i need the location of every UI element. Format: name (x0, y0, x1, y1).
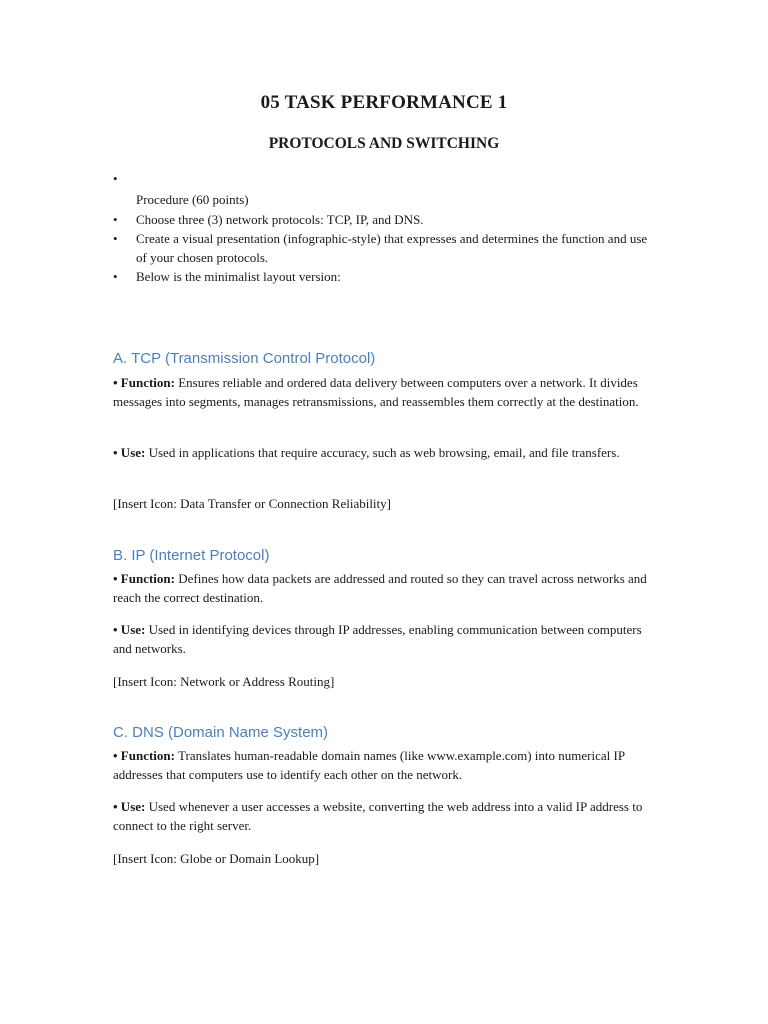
section-heading-dns: C. DNS (Domain Name System) (113, 724, 329, 741)
function-label: • Function: (113, 571, 175, 586)
bullet-icon: • (113, 171, 118, 186)
function-label: • Function: (113, 375, 175, 390)
instructions-list (113, 170, 653, 288)
list-item (113, 230, 653, 267)
bullet-icon: • (113, 231, 118, 246)
document-title: 05 TASK PERFORMANCE 1 (260, 92, 508, 113)
list-item (113, 170, 653, 190)
use-text: Used in identifying devices through IP addresses, enabling communication between computers and networks. (113, 622, 642, 656)
section-heading-tcp: A. TCP (Transmission Control Protocol) (113, 350, 376, 367)
function-text: Defines how data packets are addressed and routed so they can travel across networks and reach the correct destination. (113, 571, 647, 605)
use-label: • Use: (113, 622, 146, 637)
function-label: • Function: (113, 748, 175, 763)
function-text: Translates human-readable domain names (like www.example.com) into numerical IP addresses that computers use to identify each other on the network. (113, 748, 625, 782)
procedure-text: Procedure (60 points) (136, 192, 249, 207)
document-subtitle: PROTOCOLS AND SWITCHING (268, 135, 500, 152)
list-item (113, 268, 653, 287)
section-heading-ip: B. IP (Internet Protocol) (113, 547, 270, 564)
function-text: Ensures reliable and ordered data delivery between computers over a network. It divides messages into segments, manages retransmissions, and reassembles them correctly at the destination. (113, 375, 639, 409)
list-item-text: Create a visual presentation (infographic-style) that expresses and determines the function and use of your chosen protocols. (136, 231, 648, 265)
ip-use (113, 620, 658, 658)
use-text: Used whenever a user accesses a website, converting the web address into a valid IP address to connect to the right server. (113, 799, 643, 833)
tcp-function (113, 373, 658, 411)
dns-function (113, 746, 658, 784)
ip-icon-note: [Insert Icon: Network or Address Routing] (113, 674, 335, 689)
list-item-text: Choose three (3) network protocols: TCP, IP, and DNS. (136, 211, 424, 227)
tcp-icon-note: [Insert Icon: Data Transfer or Connection Reliability] (113, 496, 391, 511)
use-label: • Use: (113, 799, 146, 814)
use-label: • Use: (113, 445, 146, 460)
list-item (113, 211, 653, 230)
dns-icon-note: [Insert Icon: Globe or Domain Lookup] (113, 851, 320, 866)
bullet-icon: • (113, 211, 118, 227)
use-text: Used in applications that require accuracy, such as web browsing, email, and file transfers. (148, 445, 620, 460)
ip-function (113, 569, 658, 607)
tcp-use (113, 443, 658, 462)
dns-use (113, 797, 658, 835)
procedure-line (113, 191, 653, 210)
list-item-text: Below is the minimalist layout version: (136, 269, 341, 284)
bullet-icon: • (113, 269, 118, 284)
